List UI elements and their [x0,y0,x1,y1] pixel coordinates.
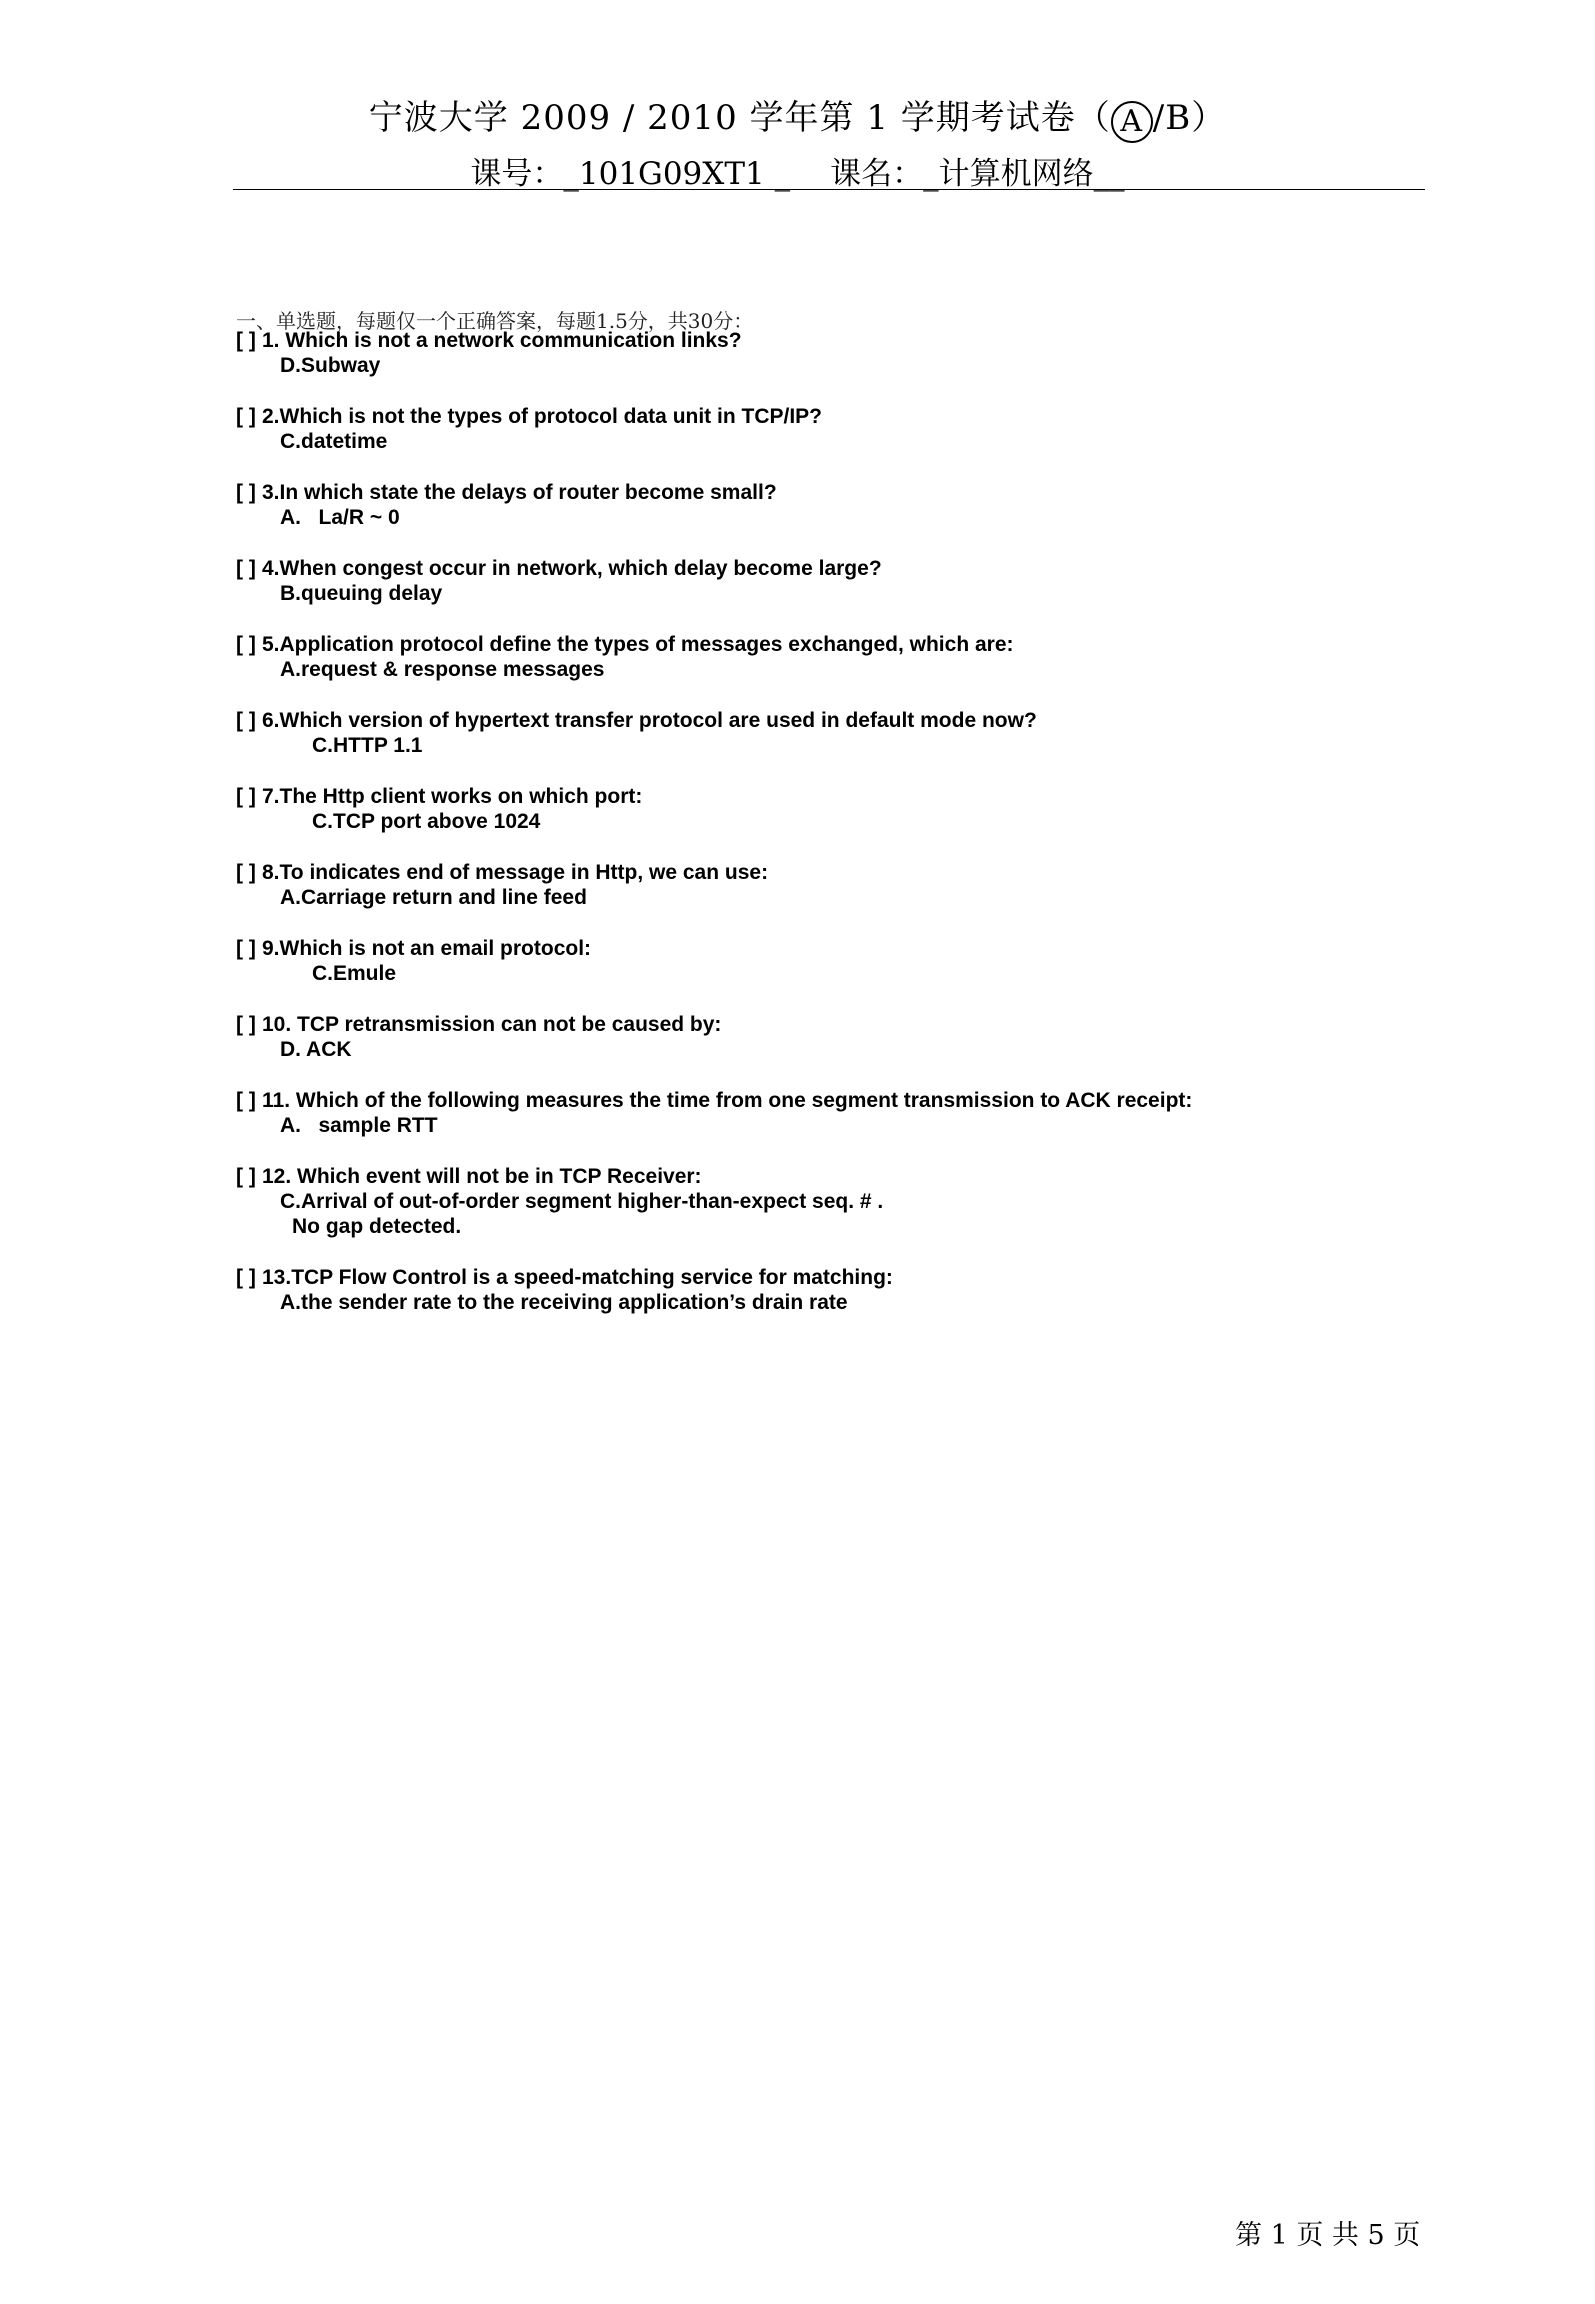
question-text: 7.The Http client works on which port: [262,785,643,808]
question-text: 2.Which is not the types of protocol data unit in TCP/IP? [262,405,823,428]
question-item [236,860,1436,936]
answer-bracket: [ ] [236,709,256,732]
answer-text: C.Emule [312,962,397,985]
answer-text: A.Carriage return and line feed [280,886,587,909]
course-no-value: _101G09XT1 _ [563,156,791,192]
question-text: 4.When congest occur in network, which delay become large? [262,557,882,580]
answer-text: A.request & response messages [280,658,605,681]
question-text: 8.To indicates end of message in Http, we can use: [262,861,769,884]
question-item [236,936,1436,1012]
answer-bracket: [ ] [236,405,256,428]
question-item [236,1265,1436,1341]
answer-text: B.queuing delay [280,582,443,605]
selected-paper-circle: A [1111,101,1153,143]
question-item [236,328,1436,404]
answer-bracket: [ ] [236,785,256,808]
question-item [236,1164,1436,1265]
header-divider [233,189,1425,190]
question-item [236,1012,1436,1088]
question-text: 3.In which state the delays of router become small? [262,481,777,504]
course-name-value: _计算机网络__ [923,156,1125,192]
answer-text: A. La/R ~ 0 [280,506,400,529]
answer-bracket: [ ] [236,633,256,656]
question-text: 6.Which version of hypertext transfer protocol are used in default mode now? [262,709,1037,732]
question-list [236,328,1436,1341]
answer-bracket: [ ] [236,481,256,504]
course-info [0,148,1595,193]
question-item [236,784,1436,860]
question-text: 13.TCP Flow Control is a speed-matching service for matching: [262,1266,893,1289]
question-text: 12. Which event will not be in TCP Receiver: [262,1165,702,1188]
course-name-label: 课名： [830,156,924,192]
answer-text: D.Subway [280,354,381,377]
question-item [236,1088,1436,1164]
page-number: 第 1 页 共 5 页 [1235,2220,1421,2251]
question-item [236,556,1436,632]
answer-bracket: [ ] [236,861,256,884]
course-no-label: 课号： [470,156,564,192]
exam-title-prefix: 宁波大学 2009 / 2010 学年第 1 学期考试卷（ [368,98,1111,138]
answer-bracket: [ ] [236,1165,256,1188]
question-text: 11. Which of the following measures the time from one segment transmission to ACK receipt: [262,1089,1193,1112]
answer-text: C.Arrival of out-of-order segment higher-than-expect seq. # . [280,1190,884,1213]
answer-bracket: [ ] [236,329,256,352]
answer-text: A.the sender rate to the receiving application’s drain rate [280,1291,848,1314]
answer-bracket: [ ] [236,557,256,580]
question-item [236,708,1436,784]
question-text: 5.Application protocol define the types of messages exchanged, which are: [262,633,1014,656]
question-text: 9.Which is not an email protocol: [262,937,592,960]
question-item [236,404,1436,480]
question-item [236,480,1436,556]
answer-text-continued: No gap detected. [292,1215,462,1238]
exam-title [0,90,1595,143]
answer-text: A. sample RTT [280,1114,438,1137]
answer-text: D. ACK [280,1038,352,1061]
question-text: 10. TCP retransmission can not be caused by: [262,1013,722,1036]
answer-text: C.TCP port above 1024 [312,810,541,833]
exam-title-suffix: /B） [1152,98,1227,138]
answer-bracket: [ ] [236,937,256,960]
answer-text: C.HTTP 1.1 [312,734,423,757]
answer-bracket: [ ] [236,1266,256,1289]
answer-text: C.datetime [280,430,388,453]
section-heading: 一、单选题，每题仅一个正确答案，每题1.5分，共30分： [236,309,754,333]
answer-bracket: [ ] [236,1013,256,1036]
question-text: 1. Which is not a network communication links? [262,329,742,352]
question-item [236,632,1436,708]
answer-bracket: [ ] [236,1089,256,1112]
